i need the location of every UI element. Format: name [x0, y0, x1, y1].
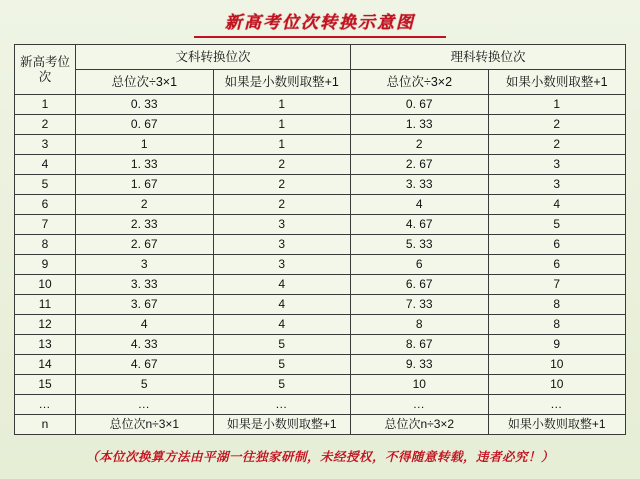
table-row: [15, 155, 626, 175]
footnote: （本位次换算方法由平湖一往独家研制，未经授权，不得随意转载，违者必究！）: [85, 450, 554, 464]
cell-rank: 4: [15, 155, 76, 175]
cell-value: 3: [213, 235, 351, 255]
table-row: [15, 175, 626, 195]
cell-value: …: [488, 395, 626, 415]
cell-value: …: [213, 395, 351, 415]
cell-value: 2. 67: [76, 235, 214, 255]
cell-rank: 2: [15, 115, 76, 135]
cell-value: 5: [213, 335, 351, 355]
cell-formula: 总位次n÷3×2: [351, 415, 489, 435]
cell-value: 4: [488, 195, 626, 215]
sub-header-science-formula: 总位次÷3×2: [351, 70, 489, 95]
cell-rank: 11: [15, 295, 76, 315]
cell-value: 1: [213, 115, 351, 135]
cell-rank: 3: [15, 135, 76, 155]
cell-value: 3: [213, 255, 351, 275]
title-underline: [194, 36, 446, 38]
cell-value: …: [76, 395, 214, 415]
cell-value: 5: [76, 375, 214, 395]
page-title: 新高考位次转换示意图: [225, 13, 415, 32]
cell-value: 6. 67: [351, 275, 489, 295]
cell-rank: …: [15, 395, 76, 415]
cell-value: 2: [76, 195, 214, 215]
cell-rank: 9: [15, 255, 76, 275]
cell-value: 10: [351, 375, 489, 395]
cell-value: 1: [76, 135, 214, 155]
conversion-table: [14, 44, 626, 435]
cell-value: 3: [488, 175, 626, 195]
table-body: [15, 95, 626, 435]
cell-value: 1. 67: [76, 175, 214, 195]
cell-value: 0. 67: [76, 115, 214, 135]
corner-header: 新高考位次: [15, 45, 76, 95]
cell-value: 2: [213, 195, 351, 215]
cell-value: 6: [351, 255, 489, 275]
table-row: [15, 215, 626, 235]
cell-value: 6: [488, 255, 626, 275]
table-header-row-major: [15, 45, 626, 70]
cell-value: …: [351, 395, 489, 415]
cell-value: 4: [76, 315, 214, 335]
cell-value: 2: [351, 135, 489, 155]
cell-value: 8: [351, 315, 489, 335]
cell-value: 2: [488, 115, 626, 135]
table-row: [15, 395, 626, 415]
cell-value: 1: [213, 95, 351, 115]
cell-value: 3. 33: [76, 275, 214, 295]
cell-value: 9. 33: [351, 355, 489, 375]
cell-rank: 5: [15, 175, 76, 195]
cell-value: 4: [213, 315, 351, 335]
cell-rank: 10: [15, 275, 76, 295]
cell-value: 8. 67: [351, 335, 489, 355]
cell-value: 4: [351, 195, 489, 215]
cell-rank: 15: [15, 375, 76, 395]
cell-value: 2: [213, 155, 351, 175]
cell-rank: 13: [15, 335, 76, 355]
cell-rank: 12: [15, 315, 76, 335]
cell-rank: 7: [15, 215, 76, 235]
table-row: [15, 95, 626, 115]
cell-value: 7. 33: [351, 295, 489, 315]
table-row: [15, 375, 626, 395]
cell-value: 4: [213, 295, 351, 315]
sub-header-science-round: 如果小数则取整+1: [488, 70, 626, 95]
cell-value: 8: [488, 315, 626, 335]
table-row: [15, 135, 626, 155]
table-row: [15, 315, 626, 335]
cell-value: 3: [76, 255, 214, 275]
cell-value: 5: [213, 355, 351, 375]
cell-value: 2. 67: [351, 155, 489, 175]
sub-header-liberal-round: 如果是小数则取整+1: [213, 70, 351, 95]
cell-value: 9: [488, 335, 626, 355]
cell-value: 0. 67: [351, 95, 489, 115]
cell-value: 2. 33: [76, 215, 214, 235]
cell-value: 3: [213, 215, 351, 235]
cell-rank: 6: [15, 195, 76, 215]
table-row: [15, 235, 626, 255]
table-row: [15, 195, 626, 215]
cell-value: 5. 33: [351, 235, 489, 255]
table-row: [15, 335, 626, 355]
cell-formula: 如果是小数则取整+1: [213, 415, 351, 435]
cell-value: 8: [488, 295, 626, 315]
cell-value: 4: [213, 275, 351, 295]
cell-value: 7: [488, 275, 626, 295]
cell-value: 10: [488, 355, 626, 375]
cell-value: 0. 33: [76, 95, 214, 115]
cell-rank: 1: [15, 95, 76, 115]
cell-value: 3. 33: [351, 175, 489, 195]
cell-value: 1: [213, 135, 351, 155]
cell-value: 5: [213, 375, 351, 395]
table-row: [15, 115, 626, 135]
table-row: [15, 255, 626, 275]
group-header-liberal-arts: 文科转换位次: [76, 45, 351, 70]
table-header-row-sub: [15, 70, 626, 95]
cell-value: 1. 33: [351, 115, 489, 135]
cell-value: 4. 33: [76, 335, 214, 355]
sub-header-liberal-formula: 总位次÷3×1: [76, 70, 214, 95]
cell-value: 4. 67: [351, 215, 489, 235]
table-row-n: [15, 415, 626, 435]
cell-value: 3. 67: [76, 295, 214, 315]
cell-value: 2: [213, 175, 351, 195]
cell-value: 4. 67: [76, 355, 214, 375]
cell-rank: 8: [15, 235, 76, 255]
cell-value: 2: [488, 135, 626, 155]
cell-formula: 总位次n÷3×1: [76, 415, 214, 435]
cell-formula: 如果小数则取整+1: [488, 415, 626, 435]
cell-value: 6: [488, 235, 626, 255]
cell-rank-n: n: [15, 415, 76, 435]
table-row: [15, 355, 626, 375]
table-row: [15, 275, 626, 295]
cell-value: 3: [488, 155, 626, 175]
cell-value: 1: [488, 95, 626, 115]
cell-value: 10: [488, 375, 626, 395]
cell-value: 1. 33: [76, 155, 214, 175]
cell-rank: 14: [15, 355, 76, 375]
table-row: [15, 295, 626, 315]
table-head: [15, 45, 626, 95]
group-header-science: 理科转换位次: [351, 45, 626, 70]
cell-value: 5: [488, 215, 626, 235]
